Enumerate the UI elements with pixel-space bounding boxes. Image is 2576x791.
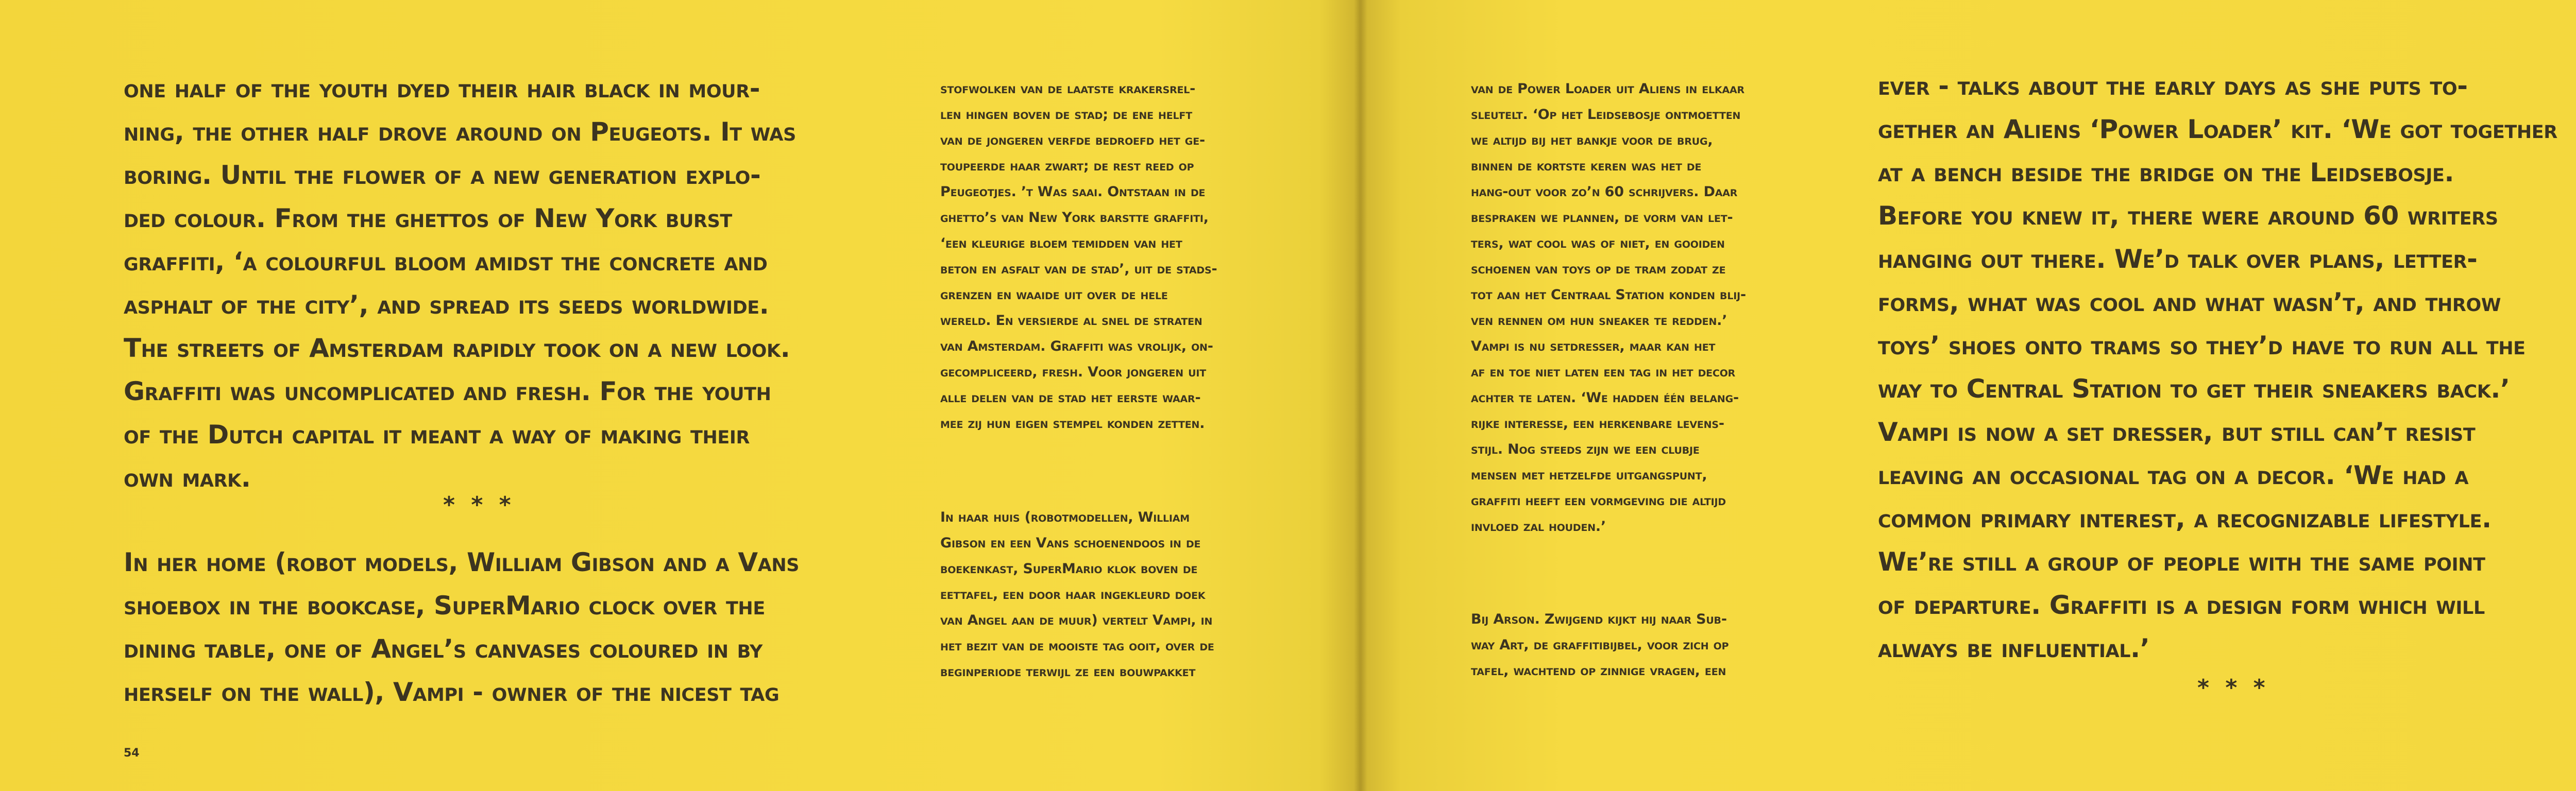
- section-divider-stars: * * *: [2197, 675, 2269, 701]
- text-line: mensen met hetzelfde uitgangspunt,: [1471, 467, 1707, 483]
- left-english-column-continued: [124, 541, 799, 714]
- text-line: boekenkast, SuperMario klok boven de: [940, 561, 1198, 577]
- text-line: graffiti, ‘a colourful bloom amidst the concrete and: [124, 247, 768, 277]
- text-line: invloed zal houden.’: [1471, 519, 1606, 535]
- text-line: always be influential.’: [1878, 633, 2150, 663]
- text-line: achter te laten. ‘We hadden één belang-: [1471, 390, 1739, 406]
- text-line: one half of the youth dyed their hair black in mour-: [124, 74, 760, 104]
- text-line: ‘een kleurige bloem temidden van het: [940, 235, 1182, 251]
- text-line: beginperiode terwijl ze een bouwpakket: [940, 664, 1196, 680]
- page-number-left: 54: [124, 747, 140, 760]
- text-line: mee zij hun eigen stempel konden zetten.: [940, 416, 1205, 432]
- text-line: Bij Arson. Zwijgend kijkt hij naar Sub-: [1471, 611, 1727, 627]
- text-line: van Angel aan de muur) vertelt Vampi, in: [940, 612, 1213, 628]
- text-line: beton en asfalt van de stad’, uit de stads-: [940, 261, 1217, 277]
- text-line: Before you knew it, there were around 60 writers: [1878, 201, 2498, 231]
- right-dutch-column-continued: [1471, 607, 1728, 684]
- text-line: dining table, one of Angel’s canvases coloured in by: [124, 634, 762, 664]
- text-line: het bezit van de mooiste tag ooit, over de: [940, 638, 1214, 654]
- text-line: common primary interest, a recognizable lifestyle.: [1878, 504, 2492, 534]
- text-line: stijl. Nog steeds zijn we een clubje: [1471, 441, 1700, 457]
- text-line: rijke interesse, een herkenbare levens-: [1471, 416, 1724, 432]
- text-line: Vampi is now a set dresser, but still can’t resist: [1878, 417, 2476, 447]
- text-line: Peugeotjes. ’t Was saai. Ontstaan in de: [940, 184, 1206, 200]
- text-line: Gibson en een Vans schoenendoos in de: [940, 535, 1201, 551]
- book-spine: [1354, 0, 1367, 791]
- text-line: tafel, wachtend op zinnige vragen, een: [1471, 663, 1726, 679]
- text-line: boring. Until the flower of a new generation explo-: [124, 160, 761, 190]
- text-line: eettafel, een door haar ingekleurd doek: [940, 587, 1206, 603]
- text-line: own mark.: [124, 463, 251, 493]
- text-line: van de Power Loader uit Aliens in elkaar: [1471, 81, 1744, 97]
- text-line: In haar huis (robotmodellen, William: [940, 509, 1190, 525]
- text-line: ever - talks about the early days as she puts to-: [1878, 71, 2468, 101]
- text-line: leaving an occasional tag on a decor. ‘We had a: [1878, 460, 2469, 490]
- text-line: We’re still a group of people with the same point: [1878, 547, 2485, 577]
- text-line: sleutelt. ‘Op het Leidsebosje ontmoetten: [1471, 107, 1741, 123]
- text-line: van Amsterdam. Graffiti was vrolijk, on-: [940, 338, 1213, 354]
- text-line: we altijd bij het bankje voor de brug,: [1471, 132, 1713, 148]
- text-line: van de jongeren verfde bedroefd het ge-: [940, 132, 1205, 148]
- text-line: bespraken we plannen, de vorm van let-: [1471, 210, 1733, 226]
- text-line: shoebox in the bookcase, SuperMario clock over the: [124, 591, 765, 621]
- text-line: herself on the wall), Vampi - owner of the nicest tag: [124, 677, 779, 707]
- text-line: asphalt of the city’, and spread its seeds worldwide.: [124, 290, 769, 320]
- text-line: binnen de kortste keren was het de: [1471, 158, 1702, 174]
- text-line: toupeerde haar zwart; de rest reed op: [940, 158, 1194, 174]
- text-line: graffiti heeft een vormgeving die altijd: [1471, 493, 1726, 509]
- text-line: stofwolken van de laatste krakersrel-: [940, 81, 1196, 97]
- text-line: ded colour. From the ghettos of New York burst: [124, 203, 732, 233]
- left-dutch-column-continued: [940, 505, 1214, 685]
- text-line: Graffiti was uncomplicated and fresh. For the youth: [124, 376, 771, 406]
- text-line: wereld. En versierde al snel de straten: [940, 313, 1202, 329]
- text-line: forms, what was cool and what wasn’t, and throw: [1878, 287, 2501, 317]
- text-line: gether an Aliens ‘Power Loader’ kit. ‘We got together: [1878, 114, 2557, 144]
- right-english-column: [1878, 64, 2557, 670]
- text-line: ven rennen om hun sneaker te redden.’: [1471, 313, 1727, 329]
- text-line: grenzen en waaide uit over de hele: [940, 287, 1168, 303]
- text-line: hanging out there. We’d talk over plans, letter-: [1878, 244, 2478, 274]
- text-line: way Art, de graffitibijbel, voor zich op: [1471, 637, 1729, 653]
- text-line: tot aan het Centraal Station konden blij-: [1471, 287, 1746, 303]
- text-line: ghetto’s van New York barstte graffiti,: [940, 210, 1209, 226]
- text-line: way to Central Station to get their sneakers back.’: [1878, 374, 2510, 404]
- text-line: In her home (robot models, William Gibson and a Vans: [124, 547, 800, 577]
- right-dutch-column: [1471, 76, 1746, 540]
- text-line: len hingen boven de stad; de ene helft: [940, 107, 1192, 123]
- text-line: af en toe niet laten een tag in het decor: [1471, 364, 1736, 380]
- text-line: alle delen van de stad het eerste waar-: [940, 390, 1201, 406]
- left-dutch-column: [940, 76, 1217, 437]
- left-english-column: [124, 67, 796, 500]
- text-line: The streets of Amsterdam rapidly took on a new look.: [124, 333, 790, 363]
- text-line: schoenen van toys op de tram zodat ze: [1471, 261, 1726, 277]
- text-line: ters, wat cool was of niet, en gooiden: [1471, 235, 1725, 251]
- text-line: at a bench beside the bridge on the Leidsebosje.: [1878, 158, 2454, 187]
- section-divider-stars: * * *: [443, 492, 515, 518]
- text-line: hang-out voor zo’n 60 schrijvers. Daar: [1471, 184, 1738, 200]
- text-line: of departure. Graffiti is a design form which will: [1878, 590, 2485, 620]
- text-line: Vampi is nu setdresser, maar kan het: [1471, 338, 1716, 354]
- text-line: ning, the other half drove around on Peugeots. It was: [124, 117, 796, 147]
- text-line: of the Dutch capital it meant a way of making their: [124, 420, 750, 450]
- text-line: toys’ shoes onto trams so they’d have to run all the: [1878, 331, 2526, 360]
- text-line: gecompliceerd, fresh. Voor jongeren uit: [940, 364, 1206, 380]
